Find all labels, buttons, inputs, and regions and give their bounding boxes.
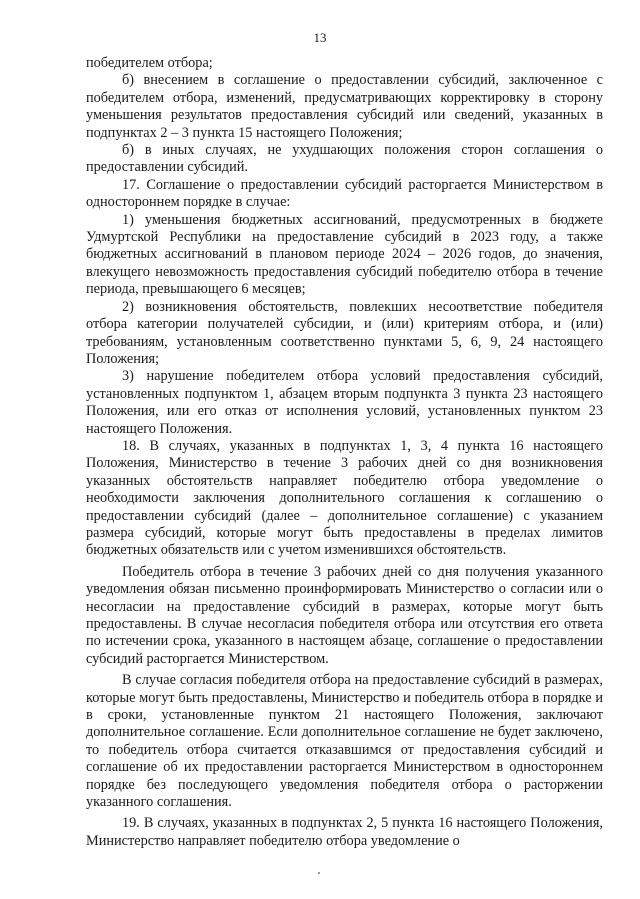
paragraph-clause-17: 17. Соглашение о предоставлении субсидий расторгается Министерством в одностороннем порядке в случае: — [86, 176, 603, 211]
paragraph-clause-18: 18. В случаях, указанных в подпунктах 1, 3, 4 пункта 16 настоящего Положения, Министерство в течение 3 рабочих дней со дня возникновения указанных обстоятельств направляет победителю отбора уведомление о необходимости заключения дополнительного соглашения к соглашению о предоставлении субсидий (далее – дополнительное соглашение) с указанием размера субсидий, которые могут быть предоставлены в пределах лимитов бюджетных обязательств или с учетом изменившихся обстоятельств. — [86, 437, 603, 559]
paragraph-subitem-b: б) внесением в соглашение о предоставлении субсидий, заключенное с победителем отбора, изменений, предусматривающих корректировку в сторону уменьшения результатов предоставления субсидий или сведений, указанных в подпунктах 2 – 3 пункта 15 настоящего Положения; — [86, 72, 603, 141]
paragraph-clause-18-winner-notice: Победитель отбора в течение 3 рабочих дней со дня получения указанного уведомления обязан письменно проинформировать Министерство о согласии или о несогласии на предоставление субсидий в размерах, которые могут быть предоставлены. В случае несогласия победителя отбора или отсутствия его ответа по истечении срока, указанного в настоящем абзаце, соглашение о предоставлении субсидий расторгается Министерством. — [86, 563, 603, 667]
paragraph-clause-17-item-2: 2) возникновения обстоятельств, повлекших несоответствие победителя отбора категории получателей субсидии, и (или) критериям отбора, и (или) требованиям, установленным соответственно пунктами 5, 6, 9, 24 настоящего Положения; — [86, 298, 603, 367]
page-number: 13 — [313, 30, 327, 45]
paragraph-subitem-b-other: б) в иных случаях, не ухудшающих положения сторон соглашения о предоставлении субсидий. — [86, 142, 603, 176]
paragraph-clause-18-agreement: В случае согласия победителя отбора на предоставление субсидий в размерах, которые могут быть предоставлены, Министерство и победитель отбора в порядке и в сроки, установленные пунктом 21 настоящего Положения, заключают дополнительное соглашение. Если дополнительное соглашение не будет заключено, то победитель отбора считается отказавшимся от предоставления субсидий и соглашение об их предоставлении расторгается Министерством в одностороннем порядке без последующего уведомления победителя отбора о расторжении указанного соглашения. — [86, 672, 603, 811]
scan-dot — [318, 872, 320, 874]
paragraph-continuation: победителем отбора; — [86, 55, 213, 71]
paragraph-clause-19: 19. В случаях, указанных в подпунктах 2, 5 пункта 16 настоящего Положения, Министерство направляет победителю отбора уведомление о — [86, 815, 603, 849]
document-body — [86, 55, 603, 850]
paragraph-clause-17-item-3: 3) нарушение победителем отбора условий предоставления субсидий, установленных подпунктом 1, абзацем вторым подпункта 3 пункта 23 настоящего Положения, или его отказ от исполнения условий, установленных пунктом 23 настоящего Положения. — [86, 368, 603, 437]
paragraph-clause-17-item-1: 1) уменьшения бюджетных ассигнований, предусмотренных в бюджете Удмуртской Республики на предоставление субсидий в 2023 году, а также бюджетных ассигнований в плановом периоде 2024 – 2026 годов, до значения, влекущего невозможность предоставления субсидий победителю отбора в течение периода, превышающего 6 месяцев; — [86, 211, 603, 298]
